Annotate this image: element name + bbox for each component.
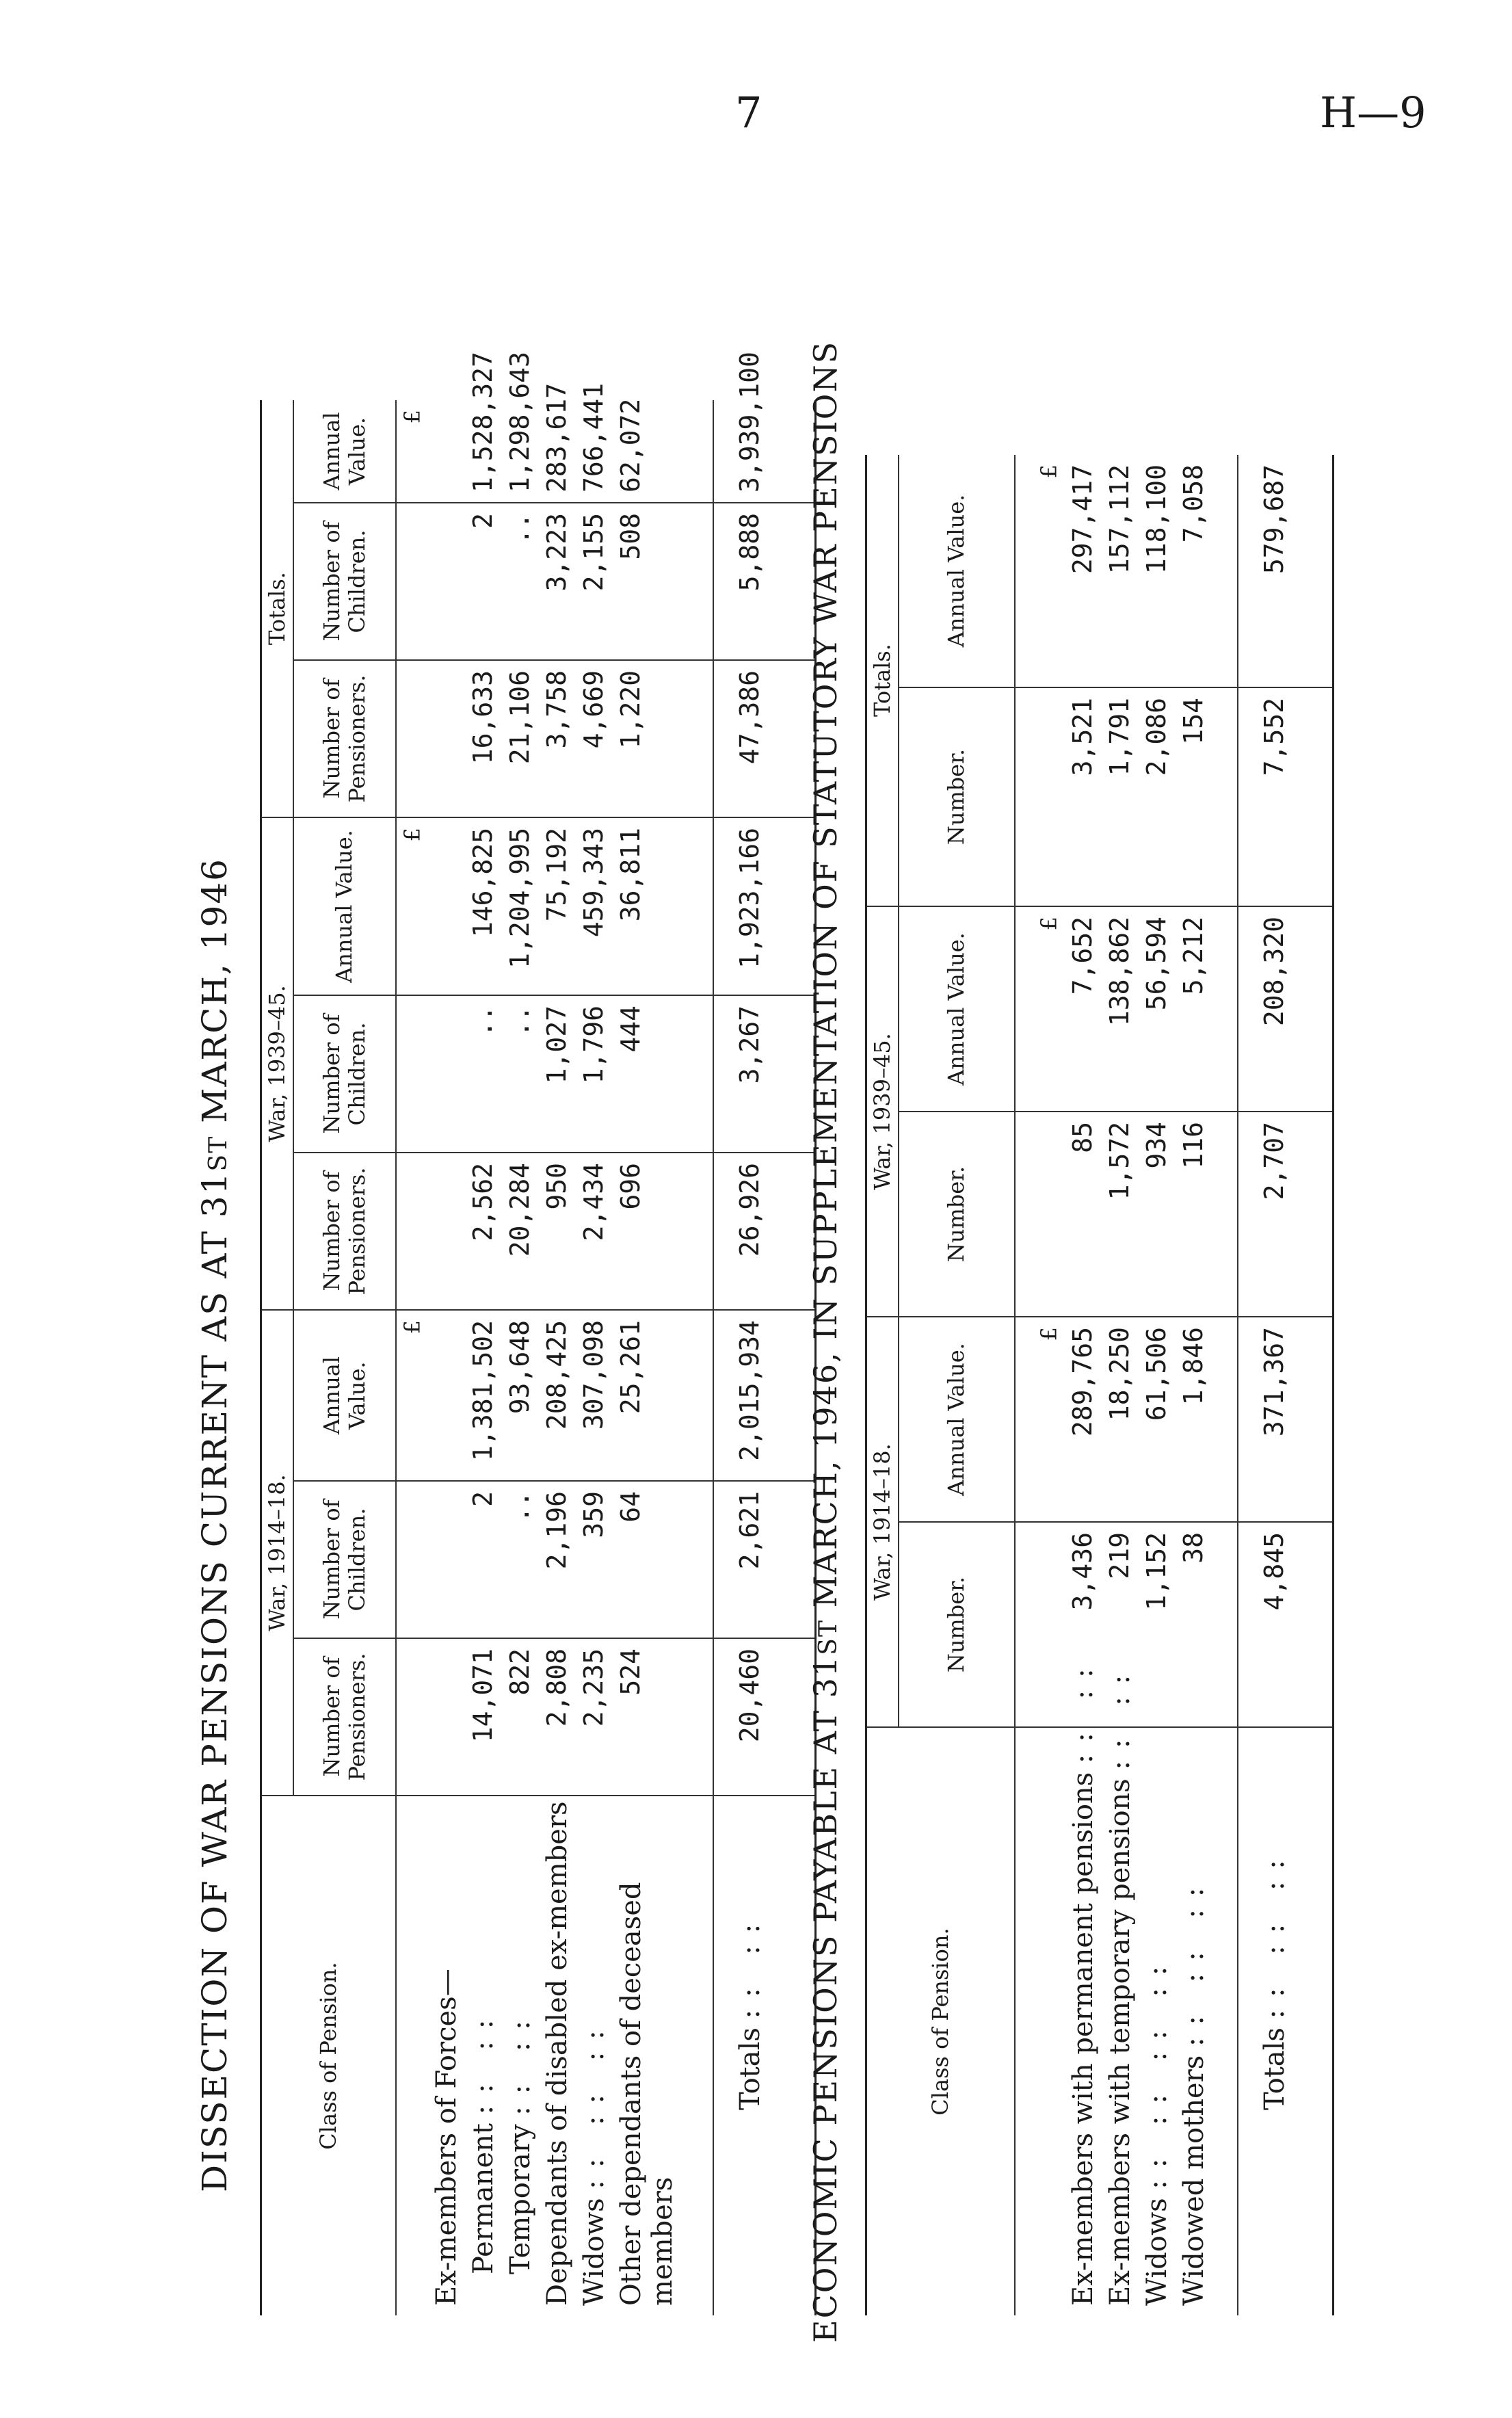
t1-cell: 1,220: [613, 660, 713, 817]
t1-row-label: Dependants of disabled ex-members: [541, 1801, 573, 2306]
table-row: [1139, 455, 1176, 2315]
table1-title-main: DISSECTION OF WAR PENSIONS CURRENT AS AT 31: [195, 1171, 235, 2192]
t1-cell: 62,072: [615, 398, 646, 492]
t2-cell: 3,521: [1065, 687, 1102, 906]
t1-cell: 21,106: [502, 660, 539, 817]
t2-cell: 38: [1176, 1522, 1238, 1727]
t1-cell: 2,434: [576, 1153, 613, 1310]
t2-cell: 7,652: [1065, 906, 1102, 1112]
t1-row-label: Temporary: [504, 2124, 536, 2274]
landscape-content: [0, 340, 1512, 2418]
t1-h-pens-1: Number of Pensioners.: [293, 1638, 396, 1796]
t2-total: 2,707: [1238, 1112, 1334, 1317]
table1-class-header: Class of Pension.: [261, 1796, 396, 2315]
t1-cell: 208,425: [539, 1310, 576, 1481]
t1-cell: 1,027: [539, 995, 576, 1153]
t1-row-dots: :: ::: [504, 2008, 536, 2116]
t1-cell: ..: [465, 995, 502, 1153]
t1-cell: 444: [613, 995, 713, 1153]
table-row: [539, 400, 576, 2315]
t1-cell: 16,633: [465, 660, 502, 817]
t1-total: 5,888: [713, 503, 816, 660]
t1-row-label: Widows: [578, 2198, 610, 2306]
t2-cell: 56,594: [1139, 906, 1176, 1112]
t1-h-val-3: Annual Value.: [293, 400, 396, 503]
t2-pound-1: £: [1015, 1317, 1065, 1522]
t1-cell: 2: [465, 1481, 502, 1638]
table2-title-main: ECONOMIC PENSIONS PAYABLE AT 31: [807, 1655, 844, 2343]
t1-cell: 75,192: [539, 817, 576, 995]
t1-cell: 359: [576, 1481, 613, 1638]
t1-cell: 950: [539, 1153, 576, 1310]
t1-totals-label: Totals: [734, 2027, 766, 2110]
t2-totals-dots: :: :: ::: [1258, 1848, 1290, 2019]
t1-total: 3,939,100: [734, 352, 765, 492]
t2-h-val-2: Annual Value.: [899, 906, 1015, 1112]
t2-cell: 116: [1176, 1112, 1238, 1317]
t2-total: 208,320: [1238, 906, 1334, 1112]
t2-cell: 297,417: [1067, 464, 1098, 575]
t1-cell: 508: [613, 503, 713, 660]
t1-cell: 14,071: [465, 1638, 502, 1796]
t1-h-child-1: Number of Children.: [293, 1481, 396, 1638]
t1-total: 26,926: [713, 1153, 816, 1310]
t2-cell: 85: [1065, 1112, 1102, 1317]
t1-cell: 2,155: [576, 503, 613, 660]
t1-section-label: Ex-members of Forces—: [430, 1969, 462, 2306]
t2-cell: 154: [1176, 687, 1238, 906]
t2-h-num-1: Number.: [899, 1522, 1015, 1727]
t2-cell: 219: [1102, 1522, 1139, 1727]
t1-cell: 64: [613, 1481, 713, 1638]
t2-pound-3: £: [1035, 464, 1062, 479]
t2-h-val-1: Annual Value.: [899, 1317, 1015, 1522]
t1-total: 20,460: [713, 1638, 816, 1796]
t1-cell: 2,808: [539, 1638, 576, 1796]
table1-group-totals: Totals.: [261, 400, 293, 817]
t1-h-pens-2: Number of Pensioners.: [293, 1153, 396, 1310]
table-row: [613, 400, 713, 2315]
table-row: [576, 400, 613, 2315]
t1-cell: 283,617: [541, 382, 572, 492]
table2: [865, 455, 1334, 2315]
t1-total: 1,923,166: [713, 817, 816, 995]
table2-totals-row: [1238, 455, 1334, 2315]
t2-cell: 18,250: [1102, 1317, 1139, 1522]
t2-row-label: Widows: [1141, 2198, 1173, 2306]
t2-cell: 1,791: [1102, 687, 1139, 906]
t2-row-label: Ex-members with temporary pensions: [1104, 1778, 1136, 2306]
table1-title-tail: MARCH, 1946: [195, 858, 235, 1135]
t1-cell: 2,235: [576, 1638, 613, 1796]
t2-row-dots: :: ::: [1067, 1656, 1099, 1764]
table2-title-tail: MARCH, 1946, IN SUPPLEMENTATION OF STATUTORY WAR PENSIONS: [807, 340, 844, 1620]
t1-total: 3,267: [713, 995, 816, 1153]
t1-cell: 2: [465, 503, 502, 660]
t1-cell: 3,758: [539, 660, 576, 817]
t2-cell: 157,112: [1104, 464, 1135, 575]
t1-row-label: Other dependants of deceased members: [615, 1882, 678, 2306]
t1-pound-2: £: [396, 817, 465, 995]
t1-cell: 146,825: [465, 817, 502, 995]
t1-h-child-2: Number of Children.: [293, 995, 396, 1153]
t1-cell: 2,196: [539, 1481, 576, 1638]
t2-row-label: Ex-members with permanent pensions: [1067, 1772, 1099, 2306]
t1-cell: 1,298,643: [504, 352, 535, 492]
page-number: 7: [735, 88, 762, 137]
t1-pound-1: £: [396, 1310, 465, 1481]
t1-cell: 1,204,995: [502, 817, 539, 995]
t2-total: 4,845: [1238, 1522, 1334, 1727]
document-code: H—9: [1320, 88, 1427, 137]
t1-h-pens-3: Number of Pensioners.: [293, 660, 396, 817]
t2-cell: 7,058: [1178, 464, 1208, 543]
t1-cell: 20,284: [502, 1153, 539, 1310]
t2-cell: 61,506: [1139, 1317, 1176, 1522]
table2-group-1939: War, 1939–45.: [866, 906, 899, 1317]
t1-totals-dots: :: ::: [734, 1911, 766, 2019]
t2-cell: 934: [1139, 1112, 1176, 1317]
table2-group-1914: War, 1914–18.: [866, 1317, 899, 1727]
t2-h-num-3: Number.: [899, 687, 1015, 906]
t1-row-label: Permanent: [467, 2123, 499, 2274]
t1-cell: 696: [613, 1153, 713, 1310]
t1-cell: 36,811: [613, 817, 713, 995]
t1-cell: 4,669: [576, 660, 613, 817]
t2-cell: 5,212: [1176, 906, 1238, 1112]
t1-cell: ..: [502, 1481, 539, 1638]
t1-cell: 766,441: [578, 382, 609, 492]
t2-cell: 1,846: [1176, 1317, 1238, 1522]
t2-h-val-3: Annual Value.: [899, 455, 1015, 687]
t1-h-val-2: Annual Value.: [293, 817, 396, 995]
table-row: [1065, 455, 1102, 2315]
t1-cell: ..: [502, 995, 539, 1153]
t1-cell: ..: [502, 503, 539, 660]
table-row: [1176, 455, 1238, 2315]
t2-row-dots: :: ::: [1104, 1662, 1136, 1770]
table2-group-totals: Totals.: [866, 455, 899, 906]
t2-row-label: Widowed mothers: [1178, 2055, 1210, 2306]
t2-pound-2: £: [1015, 906, 1065, 1112]
t1-cell: 1,796: [576, 995, 613, 1153]
t1-cell: 3,223: [539, 503, 576, 660]
t1-cell: 93,648: [502, 1310, 539, 1481]
t1-cell: 25,261: [613, 1310, 713, 1481]
t1-total: 47,386: [713, 660, 816, 817]
t2-totals-label: Totals: [1258, 2027, 1290, 2110]
t1-pound-3: £: [399, 410, 425, 424]
t1-total: 2,621: [713, 1481, 816, 1638]
t1-h-child-3: Number of Children.: [293, 503, 396, 660]
t2-cell: 2,086: [1139, 687, 1176, 906]
t2-h-num-2: Number.: [899, 1112, 1015, 1317]
t1-row-dots: :: :: ::: [578, 2018, 610, 2190]
t1-cell: 2,562: [465, 1153, 502, 1310]
t2-cell: 289,765: [1065, 1317, 1102, 1522]
t1-row-dots: :: ::: [467, 2007, 499, 2115]
t2-cell: 1,572: [1102, 1112, 1139, 1317]
t2-cell: 138,862: [1102, 906, 1139, 1112]
table-row: [465, 400, 502, 2315]
t2-cell: 1,152: [1139, 1522, 1176, 1727]
t1-cell: 459,343: [576, 817, 613, 995]
t1-cell: 822: [502, 1638, 539, 1796]
table1-group-1939: War, 1939–45.: [261, 817, 293, 1310]
table1-title-sup: ST: [204, 1135, 233, 1172]
t1-cell: 1,528,327: [467, 352, 498, 492]
table1-totals-row: [713, 400, 816, 2315]
table-row: [1102, 455, 1139, 2315]
t1-cell: 307,098: [576, 1310, 613, 1481]
t2-row-dots: :: :: :: ::: [1141, 1954, 1173, 2190]
t2-cell: 3,436: [1065, 1522, 1102, 1727]
t2-total: 579,687: [1258, 464, 1289, 575]
table2-class-header: Class of Pension.: [866, 1727, 1015, 2315]
table1-title: [195, 858, 235, 2192]
table2-title-sup: ST: [814, 1619, 843, 1655]
t2-cell: 118,100: [1141, 464, 1171, 575]
table1-group-1914: War, 1914–18.: [261, 1310, 293, 1796]
t1-cell: 1,381,502: [465, 1310, 502, 1481]
t1-h-val-1: Annual Value.: [293, 1310, 396, 1481]
t2-row-dots: :: :: ::: [1178, 1875, 1210, 2047]
t1-total: 2,015,934: [713, 1310, 816, 1481]
table2-title: [807, 341, 844, 2343]
table-row: [502, 400, 539, 2315]
t2-total: 371,367: [1238, 1317, 1334, 1522]
t1-cell: 524: [613, 1638, 713, 1796]
table1: [260, 352, 817, 2315]
t2-total: 7,552: [1238, 687, 1334, 906]
